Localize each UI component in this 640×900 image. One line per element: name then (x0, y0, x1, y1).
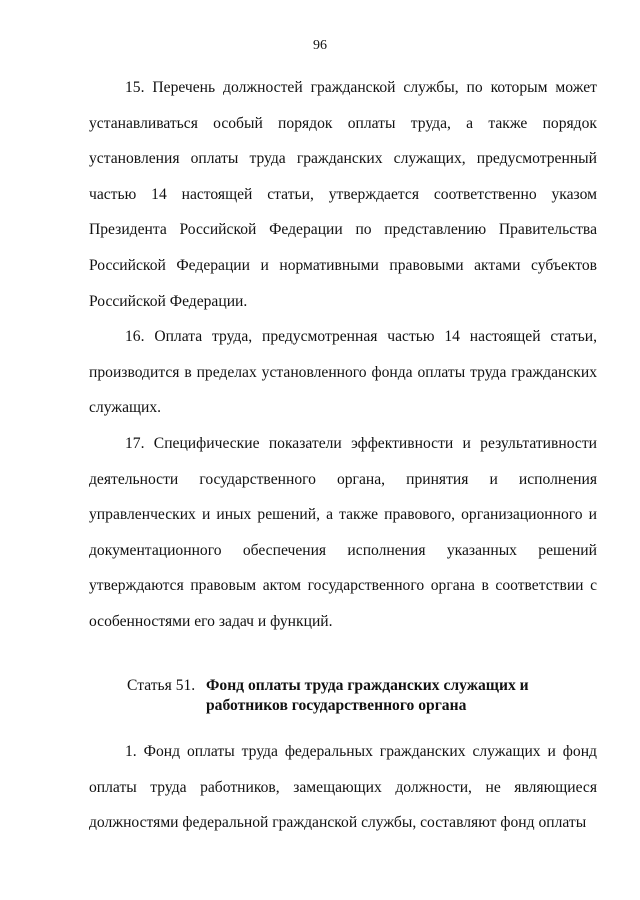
body-text-bottom (89, 734, 597, 841)
article-title (206, 676, 606, 716)
paragraph-1: 1. Фонд оплаты труда федеральных гражданских служащих и фонд оплаты труда работников, замещающих должности, не являющиеся должностями федеральной гражданской службы, составляют фонд оплаты (89, 743, 597, 832)
article-title-line-1: Фонд оплаты труда гражданских служащих и (206, 677, 529, 694)
page-number: 96 (313, 38, 327, 53)
paragraph-16: 16. Оплата труда, предусмотренная частью 14 настоящей статьи, производится в пределах установленного фонда оплаты труда гражданских служащих. (89, 328, 597, 417)
body-text-top (89, 70, 597, 640)
article-label: Статья 51. (127, 677, 196, 694)
article-title-line-2: работников государственного органа (206, 697, 467, 714)
paragraph-15: 15. Перечень должностей гражданской службы, по которым может устанавливаться особый порядок оплаты труда, а также порядок установления оплаты труда гражданских служащих, предусмотренный частью 14 настоящей статьи, утверждается соответственно указом Президента Российской Федерации по представлению Правительства Российской Федерации и нормативными правовыми актами субъектов Российской Федерации. (89, 79, 597, 310)
paragraph-17: 17. Специфические показатели эффективности и результативности деятельности государственного органа, принятия и исполнения управленческих и иных решений, а также правового, организационного и документационного обеспечения исполнения указанных решений утверждаются правовым актом государственного органа в соответствии с особенностями его задач и функций. (89, 434, 597, 630)
